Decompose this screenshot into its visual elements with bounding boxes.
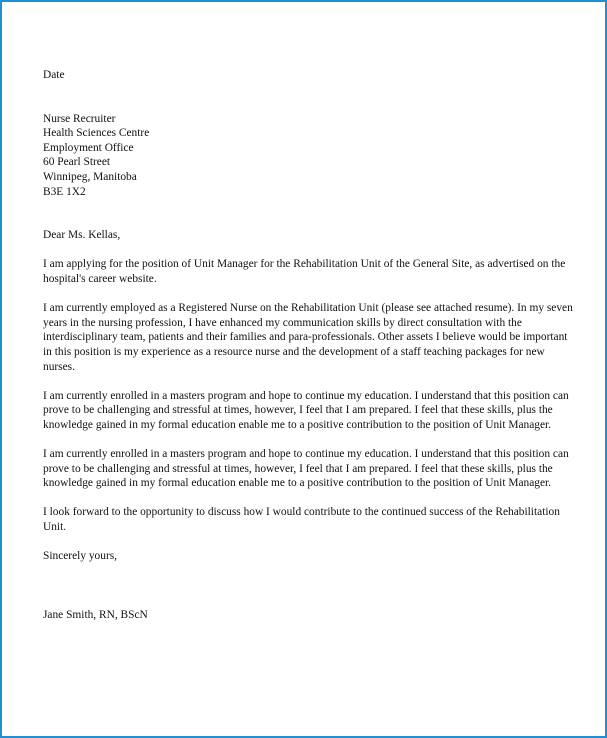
recipient-title: Nurse Recruiter xyxy=(43,112,116,125)
recipient-city: Winnipeg, Manitoba xyxy=(43,170,137,183)
closing: Sincerely yours, xyxy=(43,550,118,563)
signature-name: Jane Smith, RN, BScN xyxy=(43,608,148,621)
cover-letter xyxy=(43,68,573,622)
recipient-department: Employment Office xyxy=(43,141,134,154)
body-paragraph-2: I am currently employed as a Registered Nurse on the Rehabilitation Unit (please see attached resume). In my seven years in the nursing profession, I have enhanced my communication skills by direct consultation with the interdisciplinary team, patients and their families and para-professionals. Other assets I believe would be important in this position is my experience as a resource nurse and the development of a staff teaching packages for new nurses. xyxy=(43,302,573,373)
recipient-address xyxy=(43,112,573,200)
recipient-street: 60 Pearl Street xyxy=(43,156,111,169)
recipient-organization: Health Sciences Centre xyxy=(43,127,150,140)
body-paragraph-3: I am currently enrolled in a masters program and hope to continue my education. I understand that this position can prove to be challenging and stressful at times, however, I feel that I am prepared. I feel that these skills, plus the knowledge gained in my formal education enable me to a positive contribution to the position of Unit Manager. xyxy=(43,389,569,431)
body-paragraph-1: I am applying for the position of Unit Manager for the Rehabilitation Unit of the General Site, as advertised on the hospital's career website. xyxy=(43,258,566,285)
letter-date: Date xyxy=(43,69,65,81)
recipient-postal-code: B3E 1X2 xyxy=(43,185,86,198)
salutation: Dear Ms. Kellas, xyxy=(43,229,121,242)
body-paragraph-5: I look forward to the opportunity to discuss how I would contribute to the continued success of the Rehabilitation Unit. xyxy=(43,506,560,534)
body-paragraph-4: I am currently enrolled in a masters program and hope to continue my education. I understand that this position can prove to be challenging and stressful at times, however, I feel that I am prepared. I feel that these skills, plus the knowledge gained in my formal education enable me to a positive contribution to the position of Unit Manager. xyxy=(43,448,569,490)
